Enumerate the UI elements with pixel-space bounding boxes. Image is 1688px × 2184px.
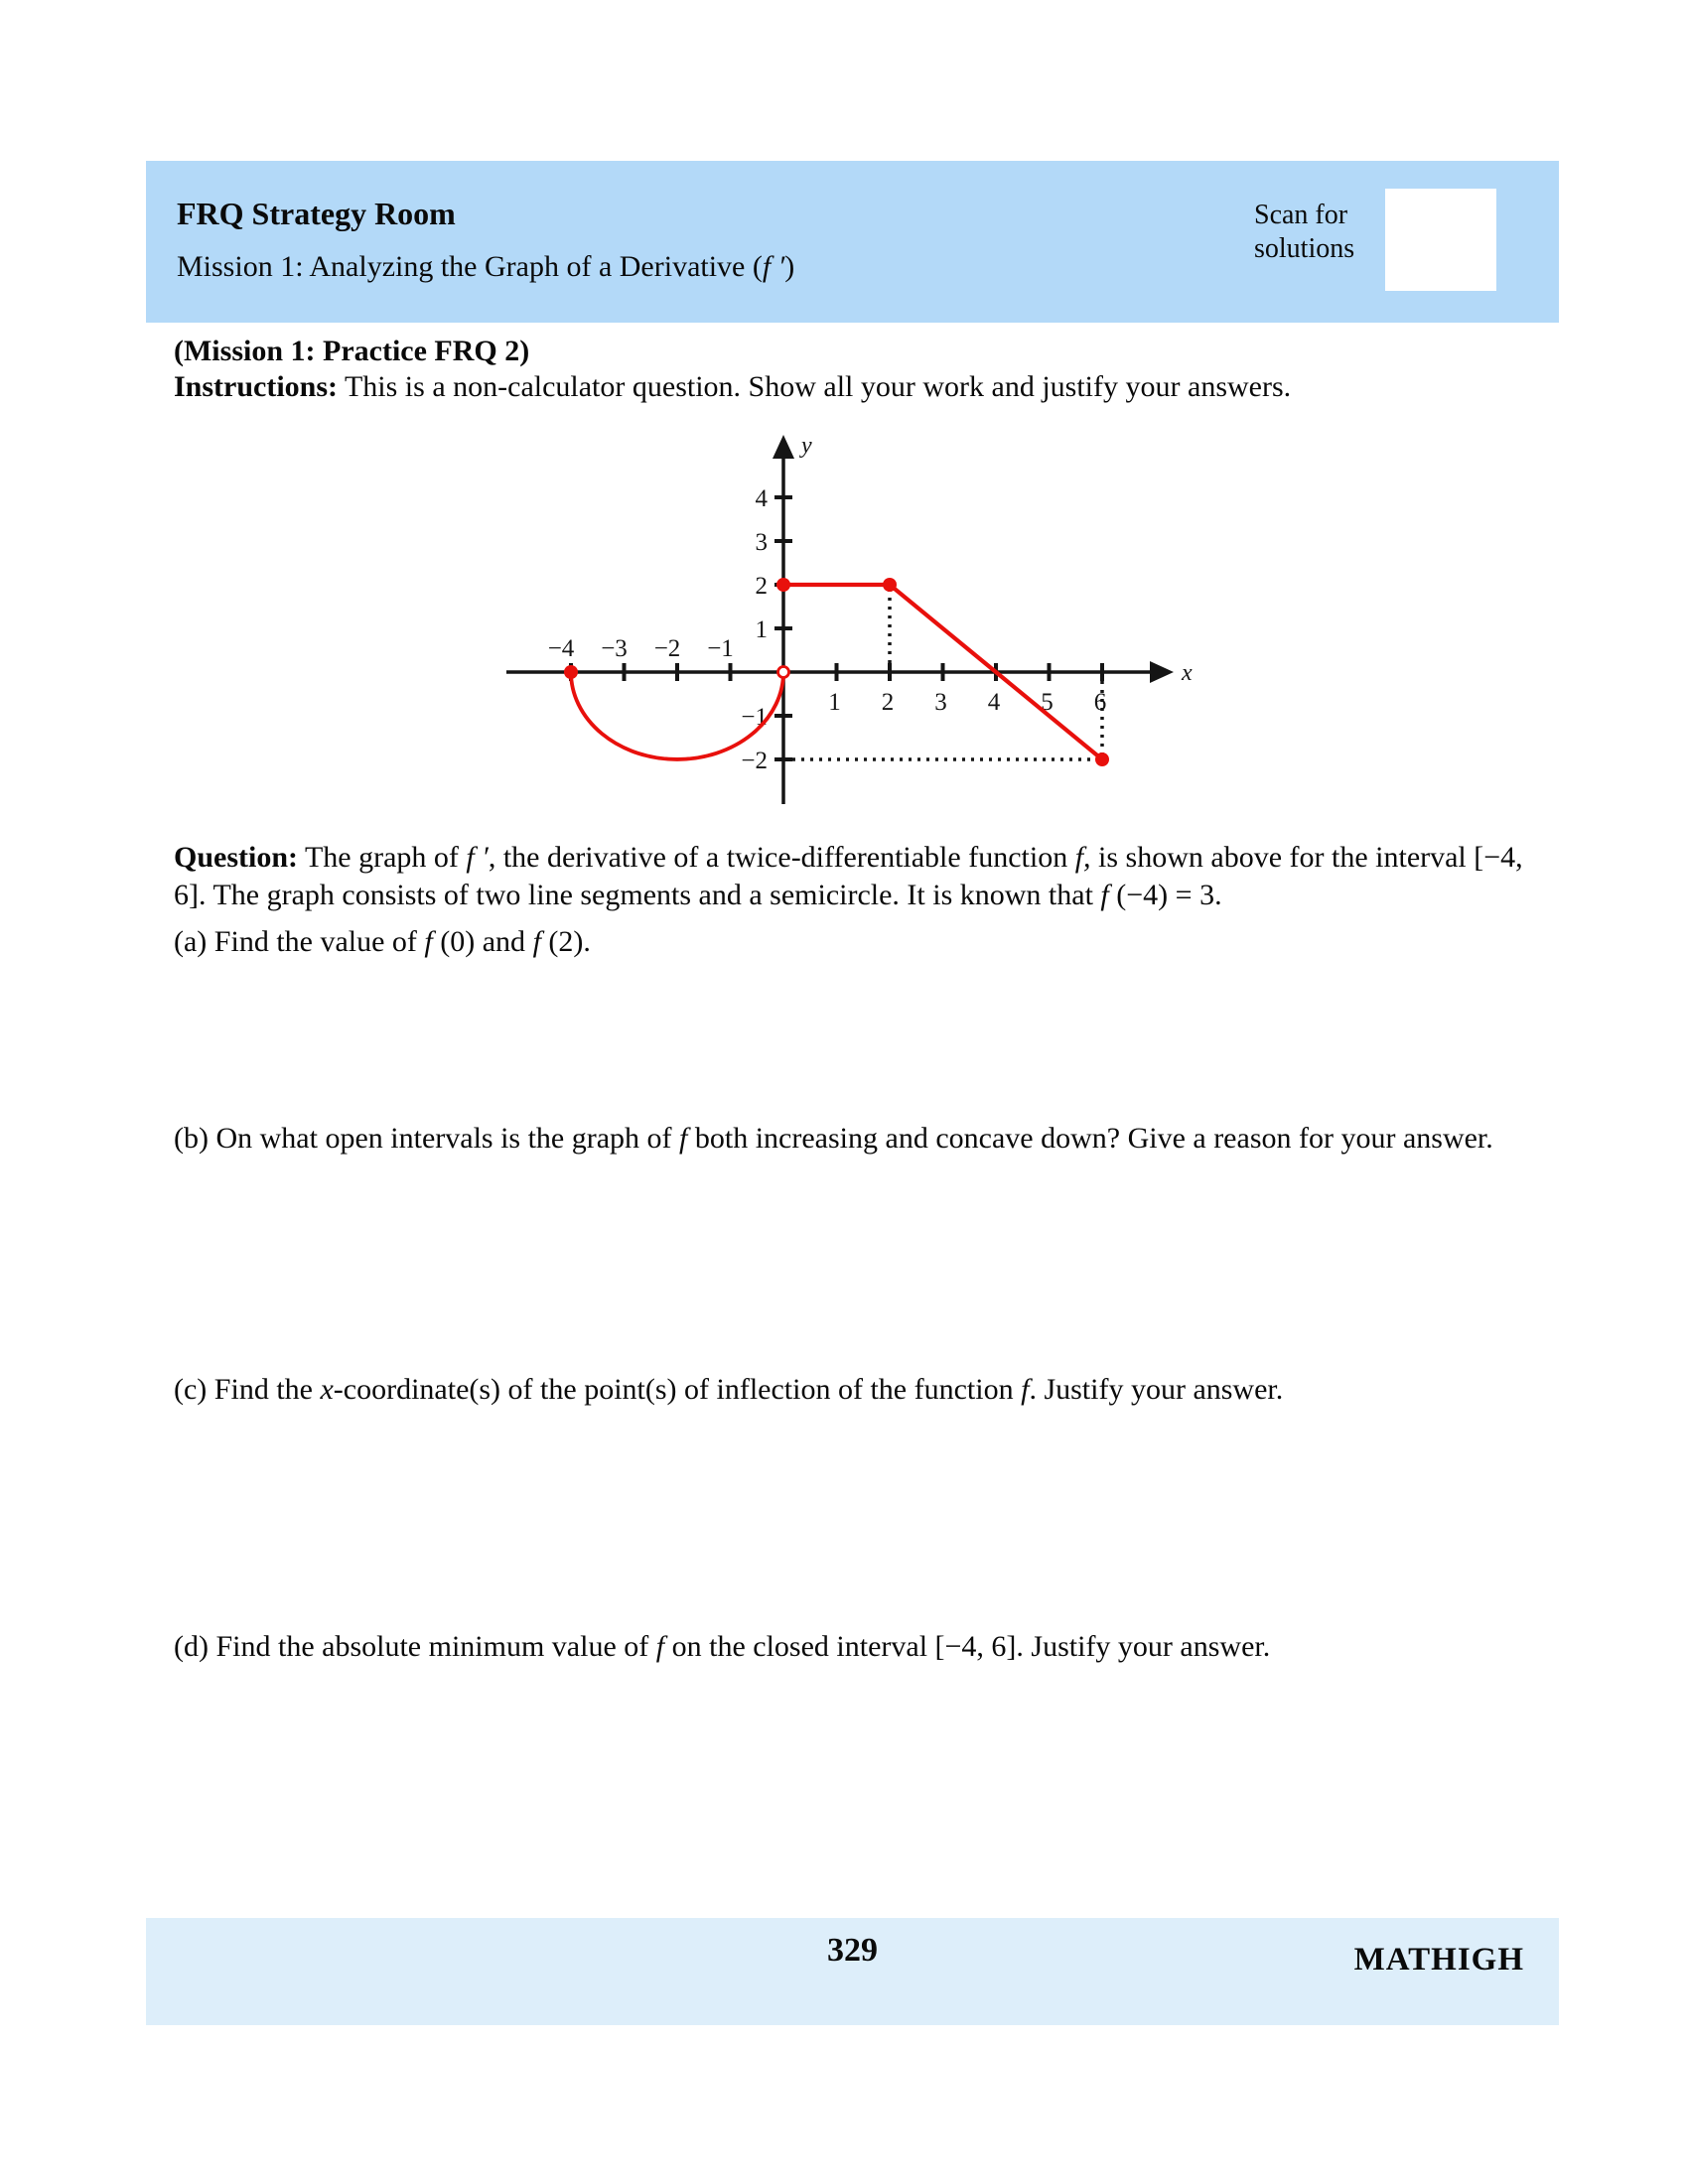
open-point-(0,0) [778,667,789,678]
x-tick-label-2: 2 [881,689,895,716]
axis-ticks [571,497,1102,759]
tick-labels [548,433,1193,774]
practice-frq-label: (Mission 1: Practice FRQ 2) [174,335,530,367]
page-title: FRQ Strategy Room [177,196,456,231]
filled-point-(2,2) [883,578,897,592]
x-tick-label--4: −4 [547,635,575,662]
qr-code-placeholder [1385,189,1496,291]
brand-name: MATHIGH [1353,1942,1524,1978]
instructions-text: Instructions: This is a non-calculator question. Show all your work and justify your answers. [174,370,1292,403]
y-tick-label-3: 3 [755,529,768,556]
y-axis-label: y [801,433,812,459]
question-text: Question: The graph of f ′, the derivative of a twice-differentiable function f, is shown above for the interval [−4, 6]. The graph consists of two line segments and a semicircle. It is known that f (−4) = 3. [174,841,1523,911]
mission-subtitle: Mission 1: Analyzing the Graph of a Derivative (f ′) [177,250,795,283]
y-tick-label-2: 2 [755,573,768,600]
part-a-text: (a) Find the value of f (0) and f (2). [174,925,591,958]
x-tick-label-4: 4 [987,689,1001,716]
filled-point-(0,2) [776,578,790,592]
part-d-text: (d) Find the absolute minimum value of f on the closed interval [−4, 6]. Justify your answer. [174,1630,1271,1663]
filled-point-(-4,0) [564,665,578,679]
part-c-text: (c) Find the x-coordinate(s) of the point(s) of inflection of the function f. Justify your answer. [174,1373,1284,1406]
scan-note-line1: Scan for [1254,200,1348,230]
x-tick-label-5: 5 [1041,689,1054,716]
x-axis-arrow [1150,661,1174,683]
x-tick-label-3: 3 [934,689,947,716]
y-axis-arrow [773,435,794,459]
x-tick-label--3: −3 [601,635,628,662]
axes [506,435,1174,804]
x-tick-label--1: −1 [707,635,734,662]
part-b-text: (b) On what open intervals is the graph of f both increasing and concave down? Give a reason for your answer. [174,1122,1493,1155]
x-tick-label-1: 1 [828,689,841,716]
y-tick-label--2: −2 [741,748,768,774]
x-tick-label--2: −2 [653,635,681,662]
filled-point-(6,-2) [1095,752,1109,766]
scan-note-line2: solutions [1254,233,1355,264]
scan-note [1254,199,1354,266]
x-tick-label-6: 6 [1093,689,1107,716]
page-number: 329 [827,1932,878,1969]
y-tick-label--1: −1 [741,704,768,731]
y-tick-label-1: 1 [755,616,768,643]
derivative-graph-svg [487,427,1201,824]
derivative-graph [487,427,1201,824]
x-axis-label: x [1182,660,1193,686]
y-tick-label-4: 4 [755,485,768,512]
